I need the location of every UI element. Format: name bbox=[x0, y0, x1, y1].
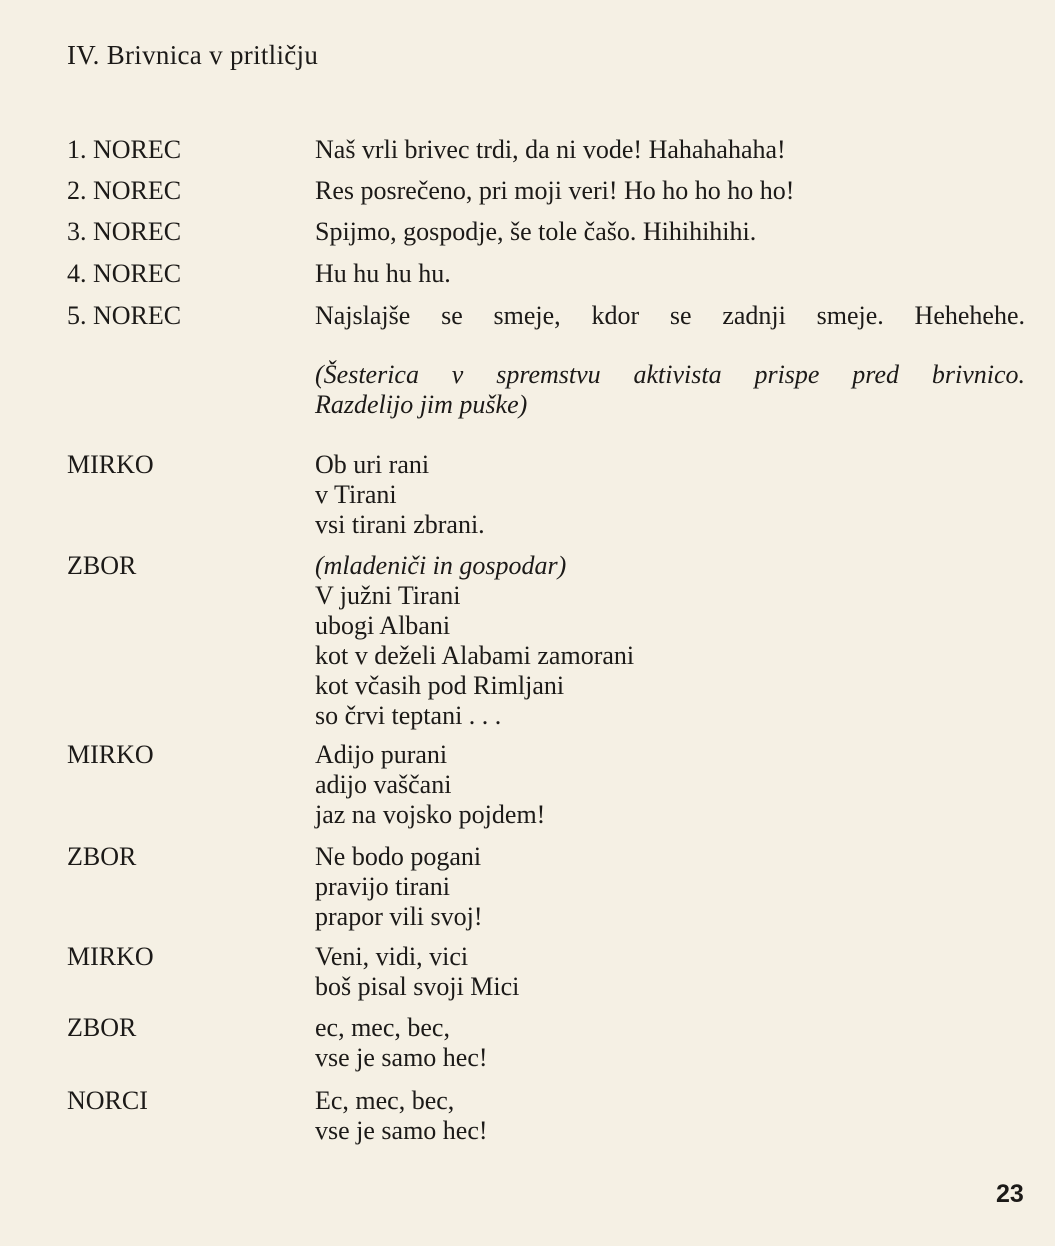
speech-lines bbox=[315, 450, 485, 540]
speech-lines bbox=[315, 259, 451, 289]
speaker-name: 2. NOREC bbox=[67, 176, 182, 205]
speaker-name: 1. NOREC bbox=[67, 135, 182, 164]
speech-line: kot včasih pod Rimljani bbox=[315, 671, 565, 700]
speaker-name: NORCI bbox=[67, 1086, 148, 1115]
speech-line: jaz na vojsko pojdem! bbox=[315, 800, 546, 829]
speech-lines bbox=[315, 301, 1025, 331]
speech-line: Hu hu hu hu. bbox=[315, 259, 451, 288]
speaker-name: 5. NOREC bbox=[67, 301, 182, 330]
speech-lines bbox=[315, 942, 519, 1002]
speech-line: ubogi Albani bbox=[315, 611, 451, 640]
speech-line: V južni Tirani bbox=[315, 581, 461, 610]
speech-line: Razdelijo jim puške) bbox=[315, 390, 528, 419]
speech-line: Spijmo, gospodje, še tole čašo. Hihihihihi. bbox=[315, 217, 757, 246]
speech-line: Res posrečeno, pri moji veri! Ho ho ho ho ho! bbox=[315, 176, 795, 205]
speech-line: boš pisal svoji Mici bbox=[315, 972, 520, 1001]
speech-lines bbox=[315, 1013, 488, 1073]
speaker-name: ZBOR bbox=[67, 842, 137, 871]
speech-lines bbox=[315, 551, 634, 731]
speech-line: ec, mec, bec, bbox=[315, 1013, 450, 1042]
speech-line: vsi tirani zbrani. bbox=[315, 510, 485, 539]
speech-line: vse je samo hec! bbox=[315, 1116, 488, 1145]
speaker-name: ZBOR bbox=[67, 551, 137, 580]
speech-line: Ec, mec, bec, bbox=[315, 1086, 455, 1115]
speech-line: vse je samo hec! bbox=[315, 1043, 488, 1072]
speech-line: prapor vili svoj! bbox=[315, 902, 483, 931]
page-title: IV. Brivnica v pritličju bbox=[67, 40, 319, 70]
speech-line: Veni, vidi, vici bbox=[315, 942, 469, 971]
speaker-name: MIRKO bbox=[67, 740, 154, 769]
speech-lines bbox=[315, 135, 786, 165]
speech-line: Adijo purani bbox=[315, 740, 448, 769]
speaker-name: 3. NOREC bbox=[67, 217, 182, 246]
speech-line: (Šesterica v spremstvu aktivista prispe pred brivnico. bbox=[315, 360, 1025, 389]
page-number: 23 bbox=[996, 1180, 1024, 1208]
speech-line: Naš vrli brivec trdi, da ni vode! Hahahahaha! bbox=[315, 135, 786, 164]
speech-lines bbox=[315, 740, 545, 830]
speech-line: Najslajše se smeje, kdor se zadnji smeje. Hehehehe. bbox=[315, 301, 1025, 330]
speaker-name: 4. NOREC bbox=[67, 259, 182, 288]
speech-line: Ne bodo pogani bbox=[315, 842, 482, 871]
speech-line: (mladeniči in gospodar) bbox=[315, 551, 567, 580]
speech-line: Ob uri rani bbox=[315, 450, 430, 479]
speech-lines bbox=[315, 1086, 488, 1146]
speech-line: pravijo tirani bbox=[315, 872, 451, 901]
speech-line: adijo vaščani bbox=[315, 770, 452, 799]
speech-line: v Tirani bbox=[315, 480, 397, 509]
speech-lines bbox=[315, 842, 483, 932]
speech-lines bbox=[315, 217, 756, 247]
speech-line: kot v deželi Alabami zamorani bbox=[315, 641, 635, 670]
stage-direction bbox=[315, 360, 1025, 420]
speaker-name: ZBOR bbox=[67, 1013, 137, 1042]
speaker-name: MIRKO bbox=[67, 942, 154, 971]
speech-line: so črvi teptani . . . bbox=[315, 701, 502, 730]
speech-lines bbox=[315, 176, 794, 206]
speaker-name: MIRKO bbox=[67, 450, 154, 479]
